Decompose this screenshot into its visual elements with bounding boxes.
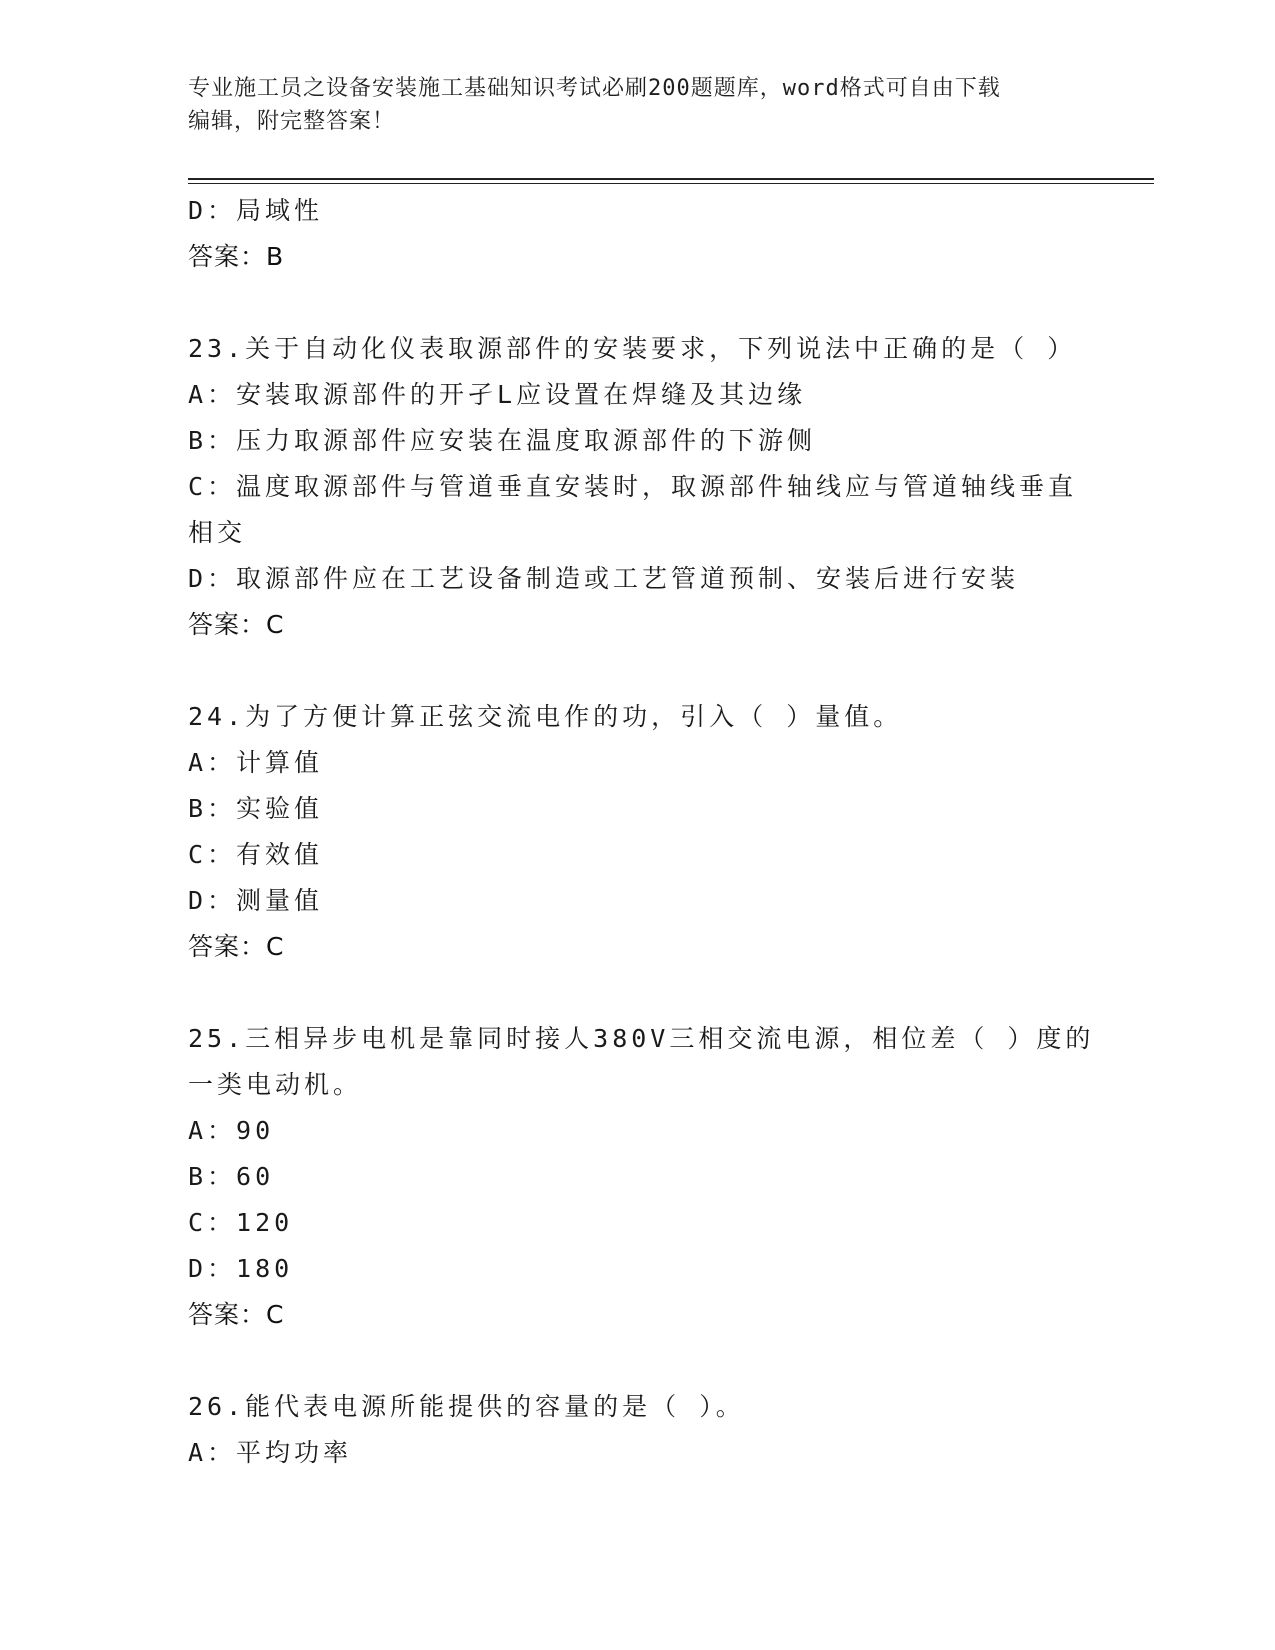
question-content: [188, 188, 1095, 1476]
option-b: B：压力取源部件应安装在温度取源部件的下游侧: [188, 426, 817, 455]
option-d: D：取源部件应在工艺设备制造或工艺管道预制、安装后进行安装: [188, 564, 1020, 593]
question-23: [188, 326, 1088, 648]
header-divider-thin: [188, 183, 1154, 184]
header-line-1: 专业施工员之设备安装施工基础知识考试必刷200题题库，word格式可自由下载: [188, 76, 1001, 101]
option-c: C：120: [188, 1208, 294, 1237]
question-stem: 23.关于自动化仪表取源部件的安装要求，下列说法中正确的是（ ）: [188, 334, 1077, 363]
question-stem: 25.三相异步电机是靠同时接人380V三相交流电源，相位差（ ）度的: [188, 1024, 1095, 1053]
question-25: [188, 1016, 1095, 1338]
answer: 答案：C: [188, 932, 285, 961]
document-header: [188, 72, 1068, 138]
option-c: C：有效值: [188, 840, 324, 869]
prev-answer: 答案：B: [188, 242, 285, 271]
header-divider-thick: [188, 178, 1154, 180]
question-stem: 24.为了方便计算正弦交流电作的功，引入（ ）量值。: [188, 702, 903, 731]
question-stem-continued: 一类电动机。: [188, 1070, 363, 1099]
option-a: A：计算值: [188, 748, 324, 777]
option-b: B：60: [188, 1162, 275, 1191]
question-26: [188, 1384, 1088, 1476]
option-d: D：测量值: [188, 886, 324, 915]
prev-option-d: D：局域性: [188, 196, 324, 225]
answer: 答案：C: [188, 1300, 285, 1329]
question-stem: 26.能代表电源所能提供的容量的是（ ）。: [188, 1392, 745, 1421]
option-c-continued: 相交: [188, 518, 247, 547]
question-24: [188, 694, 1088, 970]
option-a: A：90: [188, 1116, 275, 1145]
option-d: D：180: [188, 1254, 294, 1283]
option-a: A：安装取源部件的开孑L应设置在焊缝及其边缘: [188, 380, 807, 409]
option-b: B：实验值: [188, 794, 324, 823]
option-a: A：平均功率: [188, 1438, 353, 1467]
option-c: C：温度取源部件与管道垂直安装时，取源部件轴线应与管道轴线垂直: [188, 472, 1078, 501]
answer: 答案：C: [188, 610, 285, 639]
header-line-2: 编辑，附完整答案！: [188, 109, 396, 134]
